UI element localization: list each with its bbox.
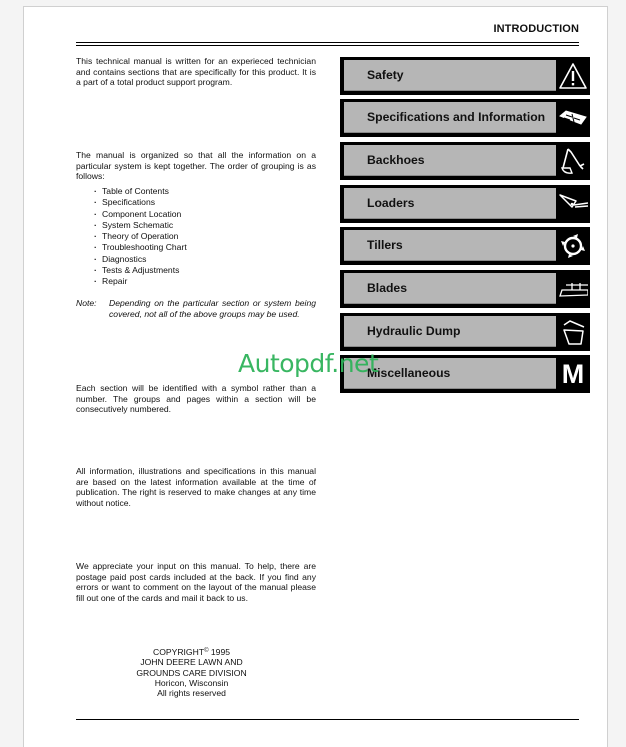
blade-icon bbox=[558, 272, 588, 306]
intro-paragraph: This technical manual is written for an experieced technician and contains sections that are specifically for this product. It is a part of a total product support program. bbox=[76, 56, 316, 88]
grouping-list-item: · Theory of Operation bbox=[94, 231, 187, 242]
grouping-list-item: · Specifications bbox=[94, 197, 187, 208]
section-tab-miscellaneous[interactable] bbox=[340, 355, 590, 393]
copyright-symbol: © bbox=[204, 648, 209, 654]
copyright-line bbox=[119, 647, 264, 657]
loader-bucket-icon bbox=[558, 187, 588, 221]
section-tab-safety[interactable] bbox=[340, 57, 590, 95]
footer-rule bbox=[76, 719, 579, 720]
section-tab-hydraulic-dump[interactable] bbox=[340, 313, 590, 351]
tab-body bbox=[344, 358, 556, 389]
section-tab-label: Hydraulic Dump bbox=[367, 324, 461, 339]
tab-body bbox=[344, 188, 556, 219]
organization-paragraph: The manual is organized so that all the information on a particular system is kept together. The order of grouping is as follows: bbox=[76, 150, 316, 182]
section-tab-label: Tillers bbox=[367, 238, 403, 253]
note-block bbox=[76, 298, 316, 319]
copyright-rights: All rights reserved bbox=[157, 688, 226, 699]
grouping-list-item: · Troubleshooting Chart bbox=[94, 242, 187, 253]
page-header-title: INTRODUCTION bbox=[493, 23, 579, 35]
tab-body bbox=[344, 145, 556, 176]
tab-body bbox=[344, 273, 556, 304]
section-tab-label: Blades bbox=[367, 281, 407, 296]
section-tab-label: Miscellaneous bbox=[367, 366, 451, 381]
tab-body bbox=[344, 316, 556, 347]
copyright-year: 1995 bbox=[210, 647, 231, 657]
symbols-paragraph: Each section will be identified with a symbol rather than a number. The groups and pages within a section will be consecutively numbered. bbox=[76, 383, 316, 415]
section-tab-backhoes[interactable] bbox=[340, 142, 590, 180]
grouping-list-item: · Table of Contents bbox=[94, 186, 187, 197]
copyright-location: Horicon, Wisconsin bbox=[154, 677, 229, 688]
section-tab-blades[interactable] bbox=[340, 270, 590, 308]
watermark-text: Autopdf.net bbox=[238, 349, 379, 378]
grouping-list-item: · Tests & Adjustments bbox=[94, 265, 187, 276]
grouping-list-item: · Diagnostics bbox=[94, 254, 187, 265]
dump-bucket-icon bbox=[558, 315, 588, 349]
tab-body bbox=[344, 60, 556, 91]
tiller-tine-icon bbox=[558, 229, 588, 263]
section-tab-label: Specifications and Information bbox=[367, 110, 546, 125]
header-double-rule bbox=[76, 42, 579, 46]
warning-triangle-icon bbox=[558, 59, 588, 93]
copyright-word: COPYRIGHT bbox=[152, 647, 205, 657]
backhoe-icon bbox=[558, 144, 588, 178]
copyright-company-line2: GROUNDS CARE DIVISION bbox=[136, 667, 247, 678]
grouping-list-item: · Repair bbox=[94, 276, 187, 287]
tab-body bbox=[344, 230, 556, 261]
section-tab-tillers[interactable] bbox=[340, 227, 590, 265]
section-tab-label: Backhoes bbox=[367, 153, 425, 168]
tab-body bbox=[344, 102, 556, 133]
letter-m-icon bbox=[558, 357, 588, 391]
section-tab-loaders[interactable] bbox=[340, 185, 590, 223]
manual-page bbox=[23, 6, 608, 747]
grouping-list bbox=[94, 186, 187, 288]
section-tab-specifications[interactable] bbox=[340, 99, 590, 137]
grouping-list-item: · System Schematic bbox=[94, 220, 187, 231]
open-book-icon bbox=[558, 101, 588, 135]
note-label: Note: bbox=[76, 298, 97, 308]
copyright-company-line1: JOHN DEERE LAWN AND bbox=[140, 657, 243, 668]
note-text: Depending on the particular section or system being covered, not all of the above groups may be used. bbox=[109, 298, 316, 319]
grouping-list-item: · Component Location bbox=[94, 209, 187, 220]
feedback-paragraph: We appreciate your input on this manual. To help, there are postage paid post cards included at the back. If you find any errors or want to comment on the layout of the manual please fill out one of the cards and mail it back to us. bbox=[76, 561, 316, 603]
letter-m-glyph: M bbox=[561, 359, 585, 389]
section-tab-label: Loaders bbox=[367, 196, 415, 211]
section-tab-label: Safety bbox=[367, 68, 404, 83]
copyright-block bbox=[119, 647, 264, 698]
information-paragraph: All information, illustrations and specifications in this manual are based on the latest information available at the time of publication. The right is reserved to make changes at any time without notice. bbox=[76, 466, 316, 508]
